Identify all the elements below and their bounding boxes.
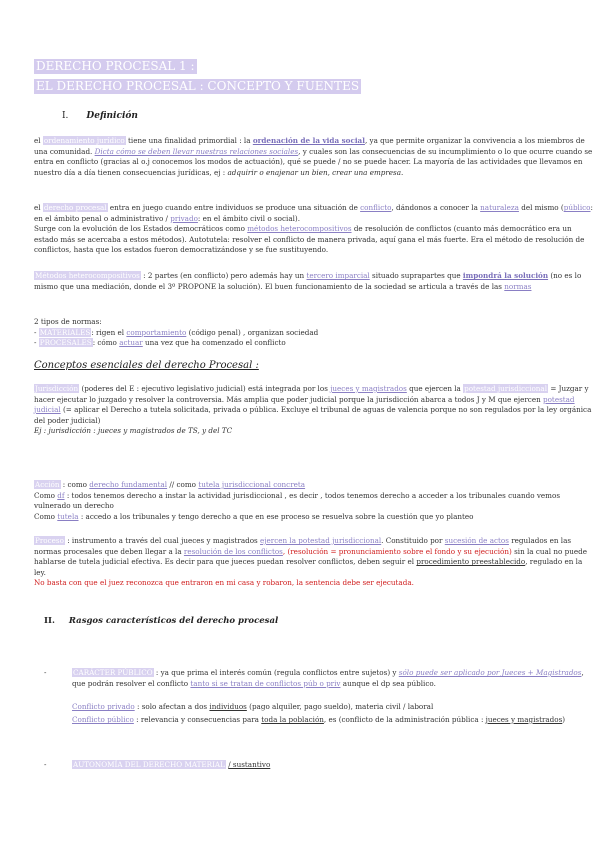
term-individuos: individuos <box>209 702 247 711</box>
highlight-ordenamiento: ordenamiento jurídico <box>43 136 125 145</box>
term-tutela-concreta: tutela jurisdiccional concreta <box>198 480 306 489</box>
section2-title: Rasgos característicos del derecho procesal <box>68 616 279 626</box>
term-impondra: impondrá la solución <box>462 271 549 280</box>
conflicto-privado <box>72 702 592 713</box>
term-naturaleza: naturaleza <box>480 203 519 212</box>
term-tutela: tutela <box>57 511 79 521</box>
text: // como <box>169 480 197 489</box>
term-publico: público <box>563 203 591 212</box>
text: , y cuales son las consecuencias de su incumplimiento o lo que ocurre cuando se entra en conflicto (gracias al o.j conocemos los modos de actuación), qué se puede / no se puede hacer. La mayoría de las actividades que llevamos en nuestro día a día tienen consecuencias jurídicas, ej : <box>34 146 593 177</box>
rasgo-autonomia <box>72 760 592 771</box>
section1-number: I. <box>62 111 69 121</box>
text: , dándonos a conocer la <box>391 203 478 212</box>
highlight-derecho-procesal: derecho procesal <box>43 203 107 212</box>
example-jurisdiccion: Ej : jurisdicción : jueces y magistrados de TS, y del TC <box>34 426 233 435</box>
document-title-line2: EL DERECHO PROCESAL : CONCEPTO Y FUENTES <box>36 79 360 93</box>
text: Como <box>34 511 55 521</box>
term-jueces: jueces y magistrados <box>330 384 407 393</box>
accion-tutela-line <box>34 512 594 523</box>
example-text: adquirir o enajenar un bien, crear una empresa. <box>227 167 404 177</box>
term-comportamiento: comportamiento <box>126 327 187 337</box>
paragraph-proceso <box>34 536 594 589</box>
bullet-dash-1: - <box>44 668 47 677</box>
label-conflicto-privado: Conflicto privado <box>72 702 135 711</box>
term-sucesion: sucesión de actos <box>444 536 509 545</box>
accion-df-line <box>34 491 594 512</box>
text: Como <box>34 490 55 500</box>
text: : rigen el <box>91 327 125 337</box>
label-conflicto-publico: Conflicto público <box>72 715 134 724</box>
term-privado: privado <box>170 213 198 223</box>
tag-accion: Acción <box>35 480 60 489</box>
text: , que podrán resolver el conflicto <box>72 668 584 688</box>
term-jueces-magistrados: jueces y magistrados <box>485 715 563 724</box>
text: entra en juego cuando entre individuos se produce una situación de <box>109 203 358 212</box>
text: : relevancia y consecuencias para <box>136 715 259 724</box>
conceptos-heading: Conceptos esenciales del derecho Procesal : <box>34 360 259 371</box>
text: , regulado en la ley. <box>34 557 583 577</box>
text: de resolución de conflictos (cuanto más democrático era un estado más se acercaba a estos métodos). Autotutela: resolver el conflicto de manera privada, aquí gana el más fuerte. Era el método de resolución de conflictos, hasta que los estados fueron democratizándose y se fue sustituyendo. <box>34 224 585 254</box>
text: (poderes del E : ejecutivo legislativo judicial) está integrada por los <box>81 384 328 393</box>
text: (no es lo mismo que una mediación, donde el 3º PROPONE la solución). El buen funcionamiento de la sociedad se articula a través de las <box>34 271 582 291</box>
term-metodos: métodos heterocompositivos <box>247 224 352 233</box>
document-title-line1: DERECHO PROCESAL 1 : <box>36 59 195 73</box>
term-ordenacion: ordenación de la vida social <box>252 136 365 145</box>
text: (pago alquiler, pago sueldo), materia civil / laboral <box>249 702 434 711</box>
term-solo-jueces: sólo puede ser aplicado por Jueces + Magistrados <box>398 668 582 677</box>
text: = Juzgar y hacer ejecutar lo juzgado y resolver la controversia. Más amplia que poder judicial porque la jurisdicción abarca a todos J y M que ejercen <box>34 384 589 404</box>
term-resolucion: resolución de los conflictos <box>183 546 283 556</box>
text: una vez que ha comenzado el conflicto <box>145 338 286 347</box>
bullet-dash: - <box>34 327 37 337</box>
term-conflicto: conflicto <box>360 203 392 212</box>
red-warning: No basta con que el juez reconozca que entraron en mi casa y robaron, la sentencia debe ser ejecutada. <box>34 578 414 587</box>
text: el <box>34 136 41 145</box>
term-actuar: actuar <box>119 338 143 347</box>
tag-caracter-publico: CARÁCTER PÚBLICO <box>73 668 153 677</box>
term-sustantivo: / sustantivo <box>228 760 271 769</box>
tag-procesales: PROCESALES <box>39 338 92 347</box>
term-ejercen: ejercen la potestad jurisdiccional <box>260 536 382 545</box>
red-note: , (resolución = pronunciamiento sobre el fondo y su ejecución) <box>282 546 512 556</box>
text: : todos tenemos derecho a instar la actividad jurisdiccional , es decir , todos tenemos derecho a acceder a los tribunales cuando vemos vulnerado un derecho <box>34 490 561 510</box>
text: . Constituido por <box>381 536 443 545</box>
text: aunque el dp sea público. <box>342 678 436 688</box>
text: del mismo ( <box>521 203 564 212</box>
text: Surge con la evolución de los Estados democráticos como <box>34 224 245 233</box>
text: situado suprapartes que <box>372 271 461 280</box>
term-toda-poblacion: toda la población <box>261 715 324 724</box>
list-item-materiales <box>34 328 594 339</box>
text: tiene una finalidad primordial : la <box>128 136 251 145</box>
paragraph-metodos <box>34 271 594 292</box>
text: : en el ámbito penal o administrativo / <box>34 203 593 223</box>
text: (= aplicar el Derecho a tutela solicitada, privada o pública. Excluye el tribunal de aguas de valencia porque no son regulados por la ley orgánica del poder judicial) <box>34 405 592 425</box>
paragraph-derecho-procesal <box>34 203 594 256</box>
term-potestad-judicial: potestad judicial <box>34 394 575 414</box>
text: : como <box>62 480 87 489</box>
paragraph-jurisdiccion <box>34 384 594 437</box>
tag-jurisdiccion: Jurisdicción <box>35 384 79 393</box>
text: : 2 partes (en conflicto) pero además hay un <box>143 271 305 280</box>
rasgo-caracter-publico <box>72 668 592 689</box>
text: (código penal) , organizan sociedad <box>188 327 319 337</box>
section1-heading <box>62 111 138 121</box>
term-procedimiento: procedimiento preestablecido <box>416 557 526 566</box>
list-item-procesales <box>34 338 594 349</box>
text: : instrumento a través del cual jueces y magistrados <box>67 536 258 545</box>
tag-autonomia: AUTONOMÍA DEL DERECHO MATERIAL <box>73 760 225 769</box>
tag-materiales: MATERIALES <box>39 327 91 337</box>
text: : solo afectan a dos <box>136 702 208 711</box>
paragraph-ordenamiento <box>34 136 594 178</box>
tag-proceso: Proceso <box>35 536 64 545</box>
text: : accedo a los tribunales y tengo derecho a que en ese proceso se resuelva sobre la cuestión que yo planteo <box>80 511 474 521</box>
bullet-dash: - <box>34 338 37 347</box>
text: , ya que permite organizar la convivencia a los miembros de una comunidad. <box>34 136 585 156</box>
tipos-heading: 2 tipos de normas: <box>34 317 102 326</box>
paragraph-accion <box>34 480 594 522</box>
text: : en el ámbito civil o social). <box>197 213 301 223</box>
text: que ejercen la <box>409 384 461 393</box>
text: ) <box>562 715 566 724</box>
tipos-normas <box>34 317 594 349</box>
highlight-metodos: Métodos heterocompositivos <box>35 271 140 280</box>
section1-title: Definición <box>86 111 138 121</box>
conflicto-publico <box>72 715 592 726</box>
term-normas: normas <box>504 281 532 291</box>
tag-potestad: potestad jurisdiccional <box>464 384 548 393</box>
section2-heading <box>44 616 278 626</box>
accion-line <box>34 480 594 491</box>
text: regulados en las normas procesales que deben llegar a la <box>34 536 572 556</box>
bullet-dash-2: - <box>44 760 47 769</box>
term-tercero: tercero imparcial <box>306 271 370 280</box>
term-derecho-fundamental: derecho fundamental <box>89 480 168 489</box>
text: : ya que prima el interés común (regula conflictos entre sujetos) y <box>155 668 397 677</box>
term-df: df <box>57 490 65 500</box>
text: , es (conflicto de la administración pública : <box>323 715 484 724</box>
section2-number: II. <box>44 616 55 626</box>
term-dicta: Dicta cómo se deben llevar nuestras relaciones sociales <box>94 146 299 156</box>
term-tanto-si: tanto si se tratan de conflictos púb o priv <box>190 678 341 688</box>
text: el <box>34 203 41 212</box>
text: sin la cual no puede hablarse de tutela judicial efectiva. Es decir para que jueces puedan resolver conflictos, deben seguir el <box>34 546 587 566</box>
text: : cómo <box>92 338 117 347</box>
